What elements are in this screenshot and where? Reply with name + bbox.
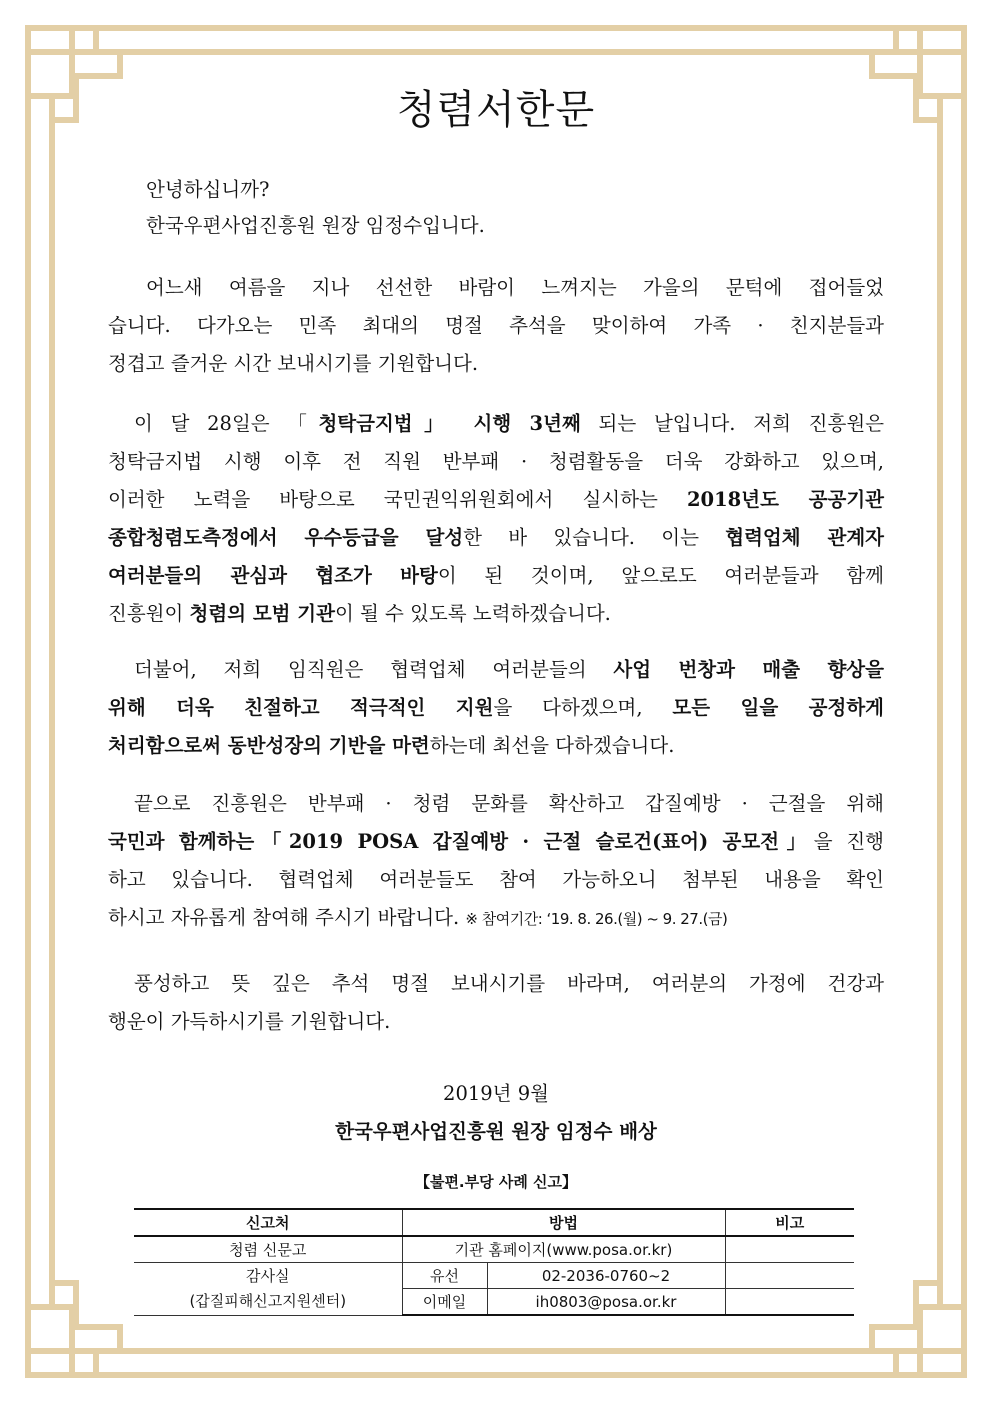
cell-place [134,1263,402,1316]
greeting-line-2: 한국우편사업진흥원 원장 임정수입니다. [146,214,485,237]
paragraph-2-line: 이 달 28일은 「청탁금지법」 시행 3년째 되는 날입니다. 저희 진흥원은 [134,412,885,435]
paragraph-2-line: 이러한 노력을 바탕으로 국민권익위원회에서 실시하는 2018년도 공공기관 [108,488,884,511]
letter-sender: 한국우편사업진흥원 원장 임정수 배상 [335,1120,657,1143]
letter-date: 2019년 9월 [443,1082,549,1105]
paragraph-3-line: 처리함으로써 동반성장의 기반을 마련하는데 최선을 다하겠습니다. [108,734,675,757]
header-place: 신고처 [134,1209,402,1236]
table-row [134,1236,854,1263]
page-title: 청렴서한문 [396,87,596,133]
paragraph-4-line: 하시고 자유롭게 참여해 주시기 바랍니다. ※ 참여기간: ‘19. 8. 26.(월) ~ 9. 27.(금) [108,906,728,929]
cell-place: 청렴 신문고 [134,1236,402,1263]
paragraph-1-line: 습니다. 다가오는 민족 최대의 명절 추석을 맞이하여 가족 · 친지분들과 [108,314,884,337]
place-line-2: (갑질피해신고지원센터) [189,1291,347,1310]
place-line-1: 감사실 [246,1266,290,1285]
cell-email: ih0803@posa.or.kr [487,1289,725,1316]
header-note: 비고 [725,1209,854,1236]
paragraph-2-line: 청탁금지법 시행 이후 전 직원 반부패 · 청렴활동을 더욱 강화하고 있으며, [108,450,884,473]
paragraph-2-line: 종합청렴도측정에서 우수등급을 달성한 바 있습니다. 이는 협력업체 관계자 [108,526,884,549]
paragraph-2-line: 진흥원이 청렴의 모범 기관이 될 수 있도록 노력하겠습니다. [108,602,611,625]
paragraph-3-line: 더불어, 저희 임직원은 협력업체 여러분들의 사업 번창과 매출 향상을 [134,658,884,681]
paragraph-5-line: 행운이 가득하시기를 기원합니다. [108,1010,391,1033]
paragraph-4-line: 끝으로 진흥원은 반부패 · 청렴 문화를 확산하고 갑질예방 · 근절을 위해 [134,792,884,815]
greeting-line-1: 안녕하십니까? [146,178,270,201]
paragraph-2-line: 여러분들의 관심과 협조가 바탕이 된 것이며, 앞으로도 여러분들과 함께 [108,564,884,587]
cell-phone: 02-2036-0760~2 [487,1263,725,1289]
paragraph-1-line: 정겹고 즐거운 시간 보내시기를 기원합니다. [108,352,479,375]
paragraph-4-line: 국민과 함께하는「2019 POSA 갑질예방 · 근절 슬로건(표어) 공모전」을 진행 [108,830,884,853]
paragraph-5-line: 풍성하고 뜻 깊은 추석 명절 보내시기를 바라며, 여러분의 가정에 건강과 [134,972,884,995]
cell-note [725,1236,854,1263]
paragraph-4-line: 하고 있습니다. 협력업체 여러분들도 참여 가능하오니 첨부된 내용을 확인 [108,868,884,891]
cell-note [725,1289,854,1316]
paragraph-3-line: 위해 더욱 친절하고 적극적인 지원을 다하겠으며, 모든 일을 공정하게 [108,696,885,719]
report-table [134,1208,854,1316]
participation-period: ※ 참여기간: ‘19. 8. 26.(월) ~ 9. 27.(금) [465,910,728,928]
cell-method-label: 이메일 [402,1289,487,1316]
cell-note [725,1263,854,1289]
paragraph-1-line: 어느새 여름을 지나 선선한 바람이 느껴지는 가을의 문턱에 접어들었 [146,276,884,299]
cell-method-label: 유선 [402,1263,487,1289]
cell-method: 기관 홈페이지(www.posa.or.kr) [402,1236,725,1263]
report-table-title: 【불편.부당 사례 신고】 [414,1173,578,1191]
header-method: 방법 [402,1209,725,1236]
table-row [134,1263,854,1289]
table-header-row [134,1209,854,1236]
